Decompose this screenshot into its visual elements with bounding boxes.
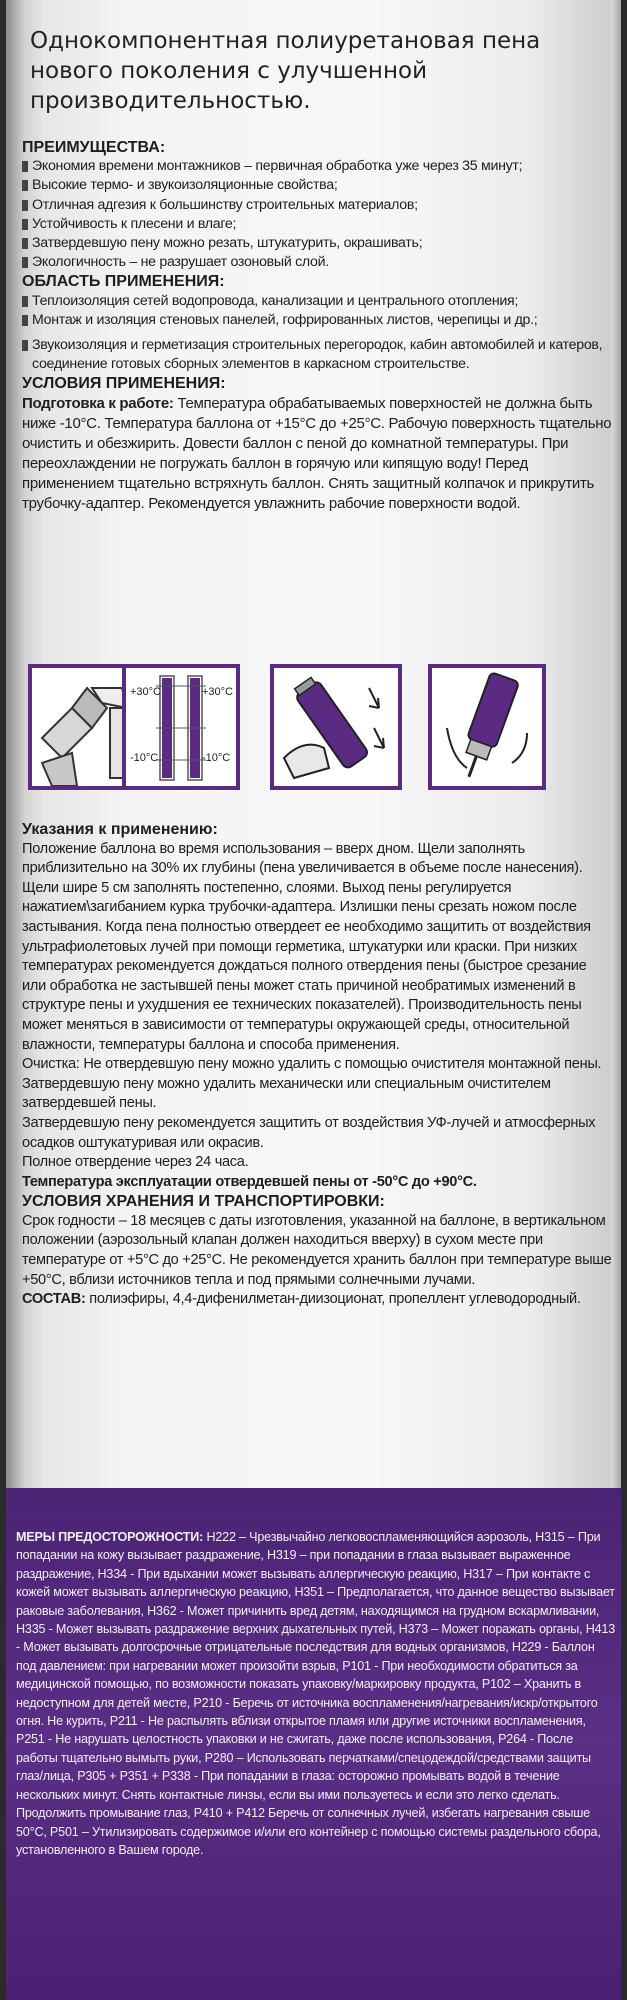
preparation-text: [22, 394, 613, 514]
thermometer-icon: [122, 664, 240, 790]
composition-body: полиэфиры, 4,4-дифенилметан-диизоционат, пропеллент углеводородный.: [85, 1291, 581, 1308]
instructions-paragraph: Очистка: Не отвердевшую пену можно удалить с помощью очистителя монтажной пены. Затвердевшую пену можно удалить механически или специальным очистителем затвердевшей пены.: [22, 1056, 602, 1112]
hazard-label: МЕРЫ ПРЕДОСТОРОЖНОСТИ:: [16, 1530, 204, 1544]
list-item: Затвердевшую пену можно резать, штукатурить, окрашивать;: [22, 234, 613, 253]
temp-cold-left: -10°C: [130, 752, 159, 764]
application-title: ОБЛАСТЬ ПРИМЕНЕНИЯ:: [22, 273, 225, 291]
list-item: Теплоизоляция сетей водопровода, канализации и центрального отопления;: [22, 292, 613, 311]
shake-can-icon: [270, 664, 402, 790]
instructions-paragraph: Затвердевшую пену рекомендуется защитить от воздействия УФ-лучей и атмосферных осадков оштукатуривая или окрасив.: [22, 1114, 596, 1151]
instructions-paragraph: Температура эксплуатации отвердевшей пены от -50°С до +90°С.: [22, 1173, 477, 1190]
label-background: [6, 0, 621, 2000]
hazard-body: H222 – Чрезвычайно легковоспламеняющийся аэрозоль, H315 – При попадании на кожу вызывает раздражение, H319 – при попадании в глаза вызывает выраженное раздражение, H334 - При вдыхании может вызывать аллергическую реакцию, H317 – При контакте с кожей может вызывать аллергическую реакцию, H351 – Предполагается, что данное вещество вызывает раковые заболевания, H362 - Может причинить вред детям, находящимся на грудном вскармливании, H335 - Может вызывать раздражение верхних дыхательных путей, H373 – Может поражать органы, H413 - Может вызывать долгосрочные отрицательные последствия для водных организмов, H229 - Баллон под давлением: при нагревании может произойти взрыв, P101 - При необходимости обратиться за медицинской помощью, по возможности показать упаковку/маркировку продукта, P102 – Хранить в недоступном для детей месте, P210 - Беречь от источника воспламенения/нагревания/искр/открытого огня. Не курить, P211 - Не распылять вблизи открытое пламя или другие источники воспламенения, P251 - Не нарушать целостность упаковки и не сжигать, даже после использования, P264 - После работы тщательно вымыть руки, P280 – Использовать перчатками/спецодеждой/средствами защиты глаз/лица, P305 + P351 + P338 - При попадании в глаза: осторожно промывать водой в течение нескольких минут. Снять контактные линзы, если вы ими пользуетесь и если это легко сделать. Продолжить промывание глаз, P410 + P412 Беречь от солнечных лучей, избегать нагревания свыше 50°С, P501 – Утилизировать содержимое и/или его контейнер с помощью системы раздельного сбора, установленного в Вашем городе.: [16, 1530, 616, 1857]
attach-adapter-icon: [428, 664, 546, 790]
instructions-paragraph: Полное отвердение через 24 часа.: [22, 1154, 249, 1171]
list-item: Устойчивость к плесени и влаге;: [22, 215, 613, 234]
list-item: Монтаж и изоляция стеновых панелей, гофрированных листов, черепицы и др.;: [22, 311, 613, 330]
temp-hot-left: +30°C: [130, 686, 162, 698]
storage-text: Срок годности – 18 месяцев с даты изготовления, указанной на баллоне, в вертикальном положении (аэрозольный клапан должен находиться вверху) в сухом месте при температуре от +5°С до +25°С. Не рекомендуется хранить баллон при температуре выше +50°С, вблизи источников тепла и под прямыми солнечными лучами.: [22, 1212, 612, 1288]
composition-text: [22, 1290, 613, 1310]
advantages-title: ПРЕИМУЩЕСТВА:: [22, 139, 166, 156]
list-item: Экономия времени монтажников – первичная обработка уже через 35 минут;: [22, 157, 613, 176]
temp-cold-right: -10°C: [202, 752, 231, 764]
hazard-text: [16, 1528, 615, 1859]
usage-pictograms: [28, 664, 613, 794]
composition-label: СОСТАВ:: [22, 1291, 86, 1308]
preparation-label: Подготовка к работе:: [22, 394, 174, 412]
list-item: Высокие термо- и звукоизоляционные свойства;: [22, 176, 613, 195]
conditions-title: УСЛОВИЯ ПРИМЕНЕНИЯ:: [22, 375, 226, 393]
instructions-section: [22, 820, 613, 1310]
preparation-body: Температура обрабатываемых поверхностей не должна быть ниже -10°С. Температура баллона от +15°С до +25°С. Рабочую поверхность тщательно очистить и обезжирить. Довести баллон с пеной до комнатной температуры. При переохлаждении не погружать баллон в горячую или кипящую воду! Перед применением тщательно встряхнуть баллон. Снять защитный колпачок и прикрутить трубочку-адаптер. Рекомендуется увлажнить рабочие поверхности водой.: [22, 394, 612, 512]
instructions-title: Указания к применению:: [22, 821, 218, 838]
list-item: Звукоизоляция и герметизация строительных перегородок, кабин автомобилей и катеров, соединение готовых сборных элементов в каркасном строительстве.: [22, 336, 613, 374]
storage-title: УСЛОВИЯ ХРАНЕНИЯ И ТРАНСПОРТИРОВКИ:: [22, 1193, 385, 1211]
list-item: Экологичность – не разрушает озоновый слой.: [22, 253, 613, 272]
instructions-paragraph: Положение баллона во время использования – вверх дном. Щели заполнять приблизительно на 30% их глубины (пена увеличивается в объеме после нанесения). Щели шире 5 см заполнять постепенно, слоями. Выход пены регулируется нажатием\загибанием курка трубочки-адаптера. Излишки пены срезать ножом после застывания. Когда пена полностью отвердеет ее необходимо защитить от воздействия ультрафиолетовых лучей при помощи герметика, штукатурки или краски. При низких температурах рекомендуется дождаться полного отвердения пены (быстрое срезание или обработка не застывшей пены может стать причиной необратимых изменений в структуре пены и ухудшения ее технических показателей). Производительность пены может меняться в зависимости от температуры окружающей среды, относительной влажности, температуры баллона и способа применения.: [22, 840, 591, 1053]
advantages-section: [22, 138, 613, 514]
product-description: Однокомпонентная полиуретановая пена нового поколения с улучшенной производительностью.: [30, 28, 541, 114]
temp-hot-right: +30°C: [202, 686, 234, 698]
list-item: Отличная адгезия к большинству строительных материалов;: [22, 196, 613, 215]
